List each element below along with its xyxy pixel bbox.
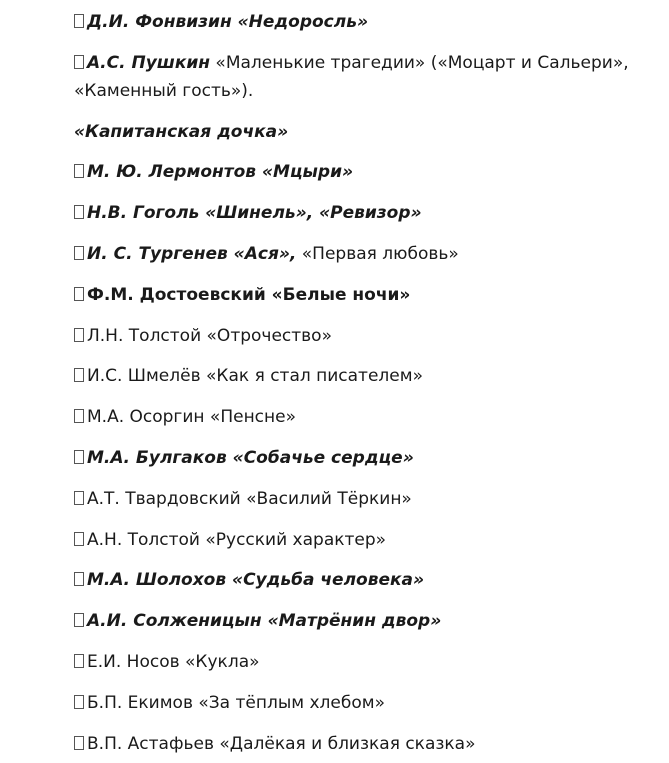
- entry-text: Н.В. Гоголь «Шинель», «Ревизор»: [87, 203, 422, 224]
- list-item: [74, 49, 629, 105]
- missing-glyph-icon: [74, 368, 84, 382]
- missing-glyph-icon: [74, 205, 84, 219]
- entry-text: Ф.М. Достоевский «Белые ночи»: [87, 284, 411, 305]
- entry-text: Л.Н. Толстой «Отрочество»: [87, 325, 332, 346]
- missing-glyph-icon: [74, 736, 84, 750]
- entry-text: М.А. Осоргин «Пенсне»: [87, 407, 297, 428]
- missing-glyph-icon: [74, 532, 84, 546]
- missing-glyph-icon: [74, 491, 84, 505]
- list-item: [74, 444, 629, 472]
- list-item: [74, 322, 629, 350]
- list-item: [74, 730, 629, 758]
- missing-glyph-icon: [74, 164, 84, 178]
- entry-text: Б.П. Екимов «За тёплым хлебом»: [87, 692, 385, 713]
- missing-glyph-icon: [74, 654, 84, 668]
- list-item: [74, 566, 629, 594]
- entry-text: М. Ю. Лермонтов «Мцыри»: [87, 162, 354, 183]
- entry-text: В.П. Астафьев «Далёкая и близкая сказка»: [87, 733, 476, 754]
- missing-glyph-icon: [74, 246, 84, 260]
- entry-text: А.И. Солженицын «Матрёнин двор»: [87, 611, 442, 632]
- missing-glyph-icon: [74, 409, 84, 423]
- entry-text: А.Т. Твардовский «Василий Тёркин»: [87, 488, 412, 509]
- missing-glyph-icon: [74, 572, 84, 586]
- entry-text: А.Н. Толстой «Русский характер»: [87, 529, 387, 550]
- list-item: [74, 607, 629, 635]
- list-item: [74, 118, 629, 146]
- entry-works: «Маленькие трагедии» («Моцарт и Сальери», «Каменный гость»).: [74, 52, 629, 101]
- list-item: [74, 526, 629, 554]
- list-item: [74, 689, 629, 717]
- missing-glyph-icon: [74, 695, 84, 709]
- entry-author: А.С. Пушкин: [87, 52, 211, 73]
- list-item: [74, 240, 629, 268]
- missing-glyph-icon: [74, 450, 84, 464]
- missing-glyph-icon: [74, 14, 84, 28]
- list-item: [74, 648, 629, 676]
- list-item: [74, 281, 629, 309]
- missing-glyph-icon: [74, 328, 84, 342]
- list-item: [74, 8, 629, 36]
- entry-text: Д.И. Фонвизин «Недоросль»: [87, 12, 368, 32]
- list-item: [74, 403, 629, 431]
- entry-text: «Капитанская дочка»: [74, 121, 289, 142]
- missing-glyph-icon: [74, 55, 84, 69]
- missing-glyph-icon: [74, 613, 84, 627]
- list-item: [74, 158, 629, 186]
- entry-text: М.А. Шолохов «Судьба человека»: [87, 570, 425, 591]
- missing-glyph-icon: [74, 287, 84, 301]
- entry-author: И. С. Тургенев «Ася»,: [87, 243, 297, 264]
- list-item: [74, 362, 629, 390]
- entry-text: М.А. Булгаков «Собачье сердце»: [87, 447, 414, 468]
- entry-text: И.С. Шмелёв «Как я стал писателем»: [87, 366, 423, 387]
- entry-works: «Первая любовь»: [296, 243, 459, 264]
- list-item: [74, 485, 629, 513]
- list-item: [74, 199, 629, 227]
- entry-text: Е.И. Носов «Кукла»: [87, 651, 260, 672]
